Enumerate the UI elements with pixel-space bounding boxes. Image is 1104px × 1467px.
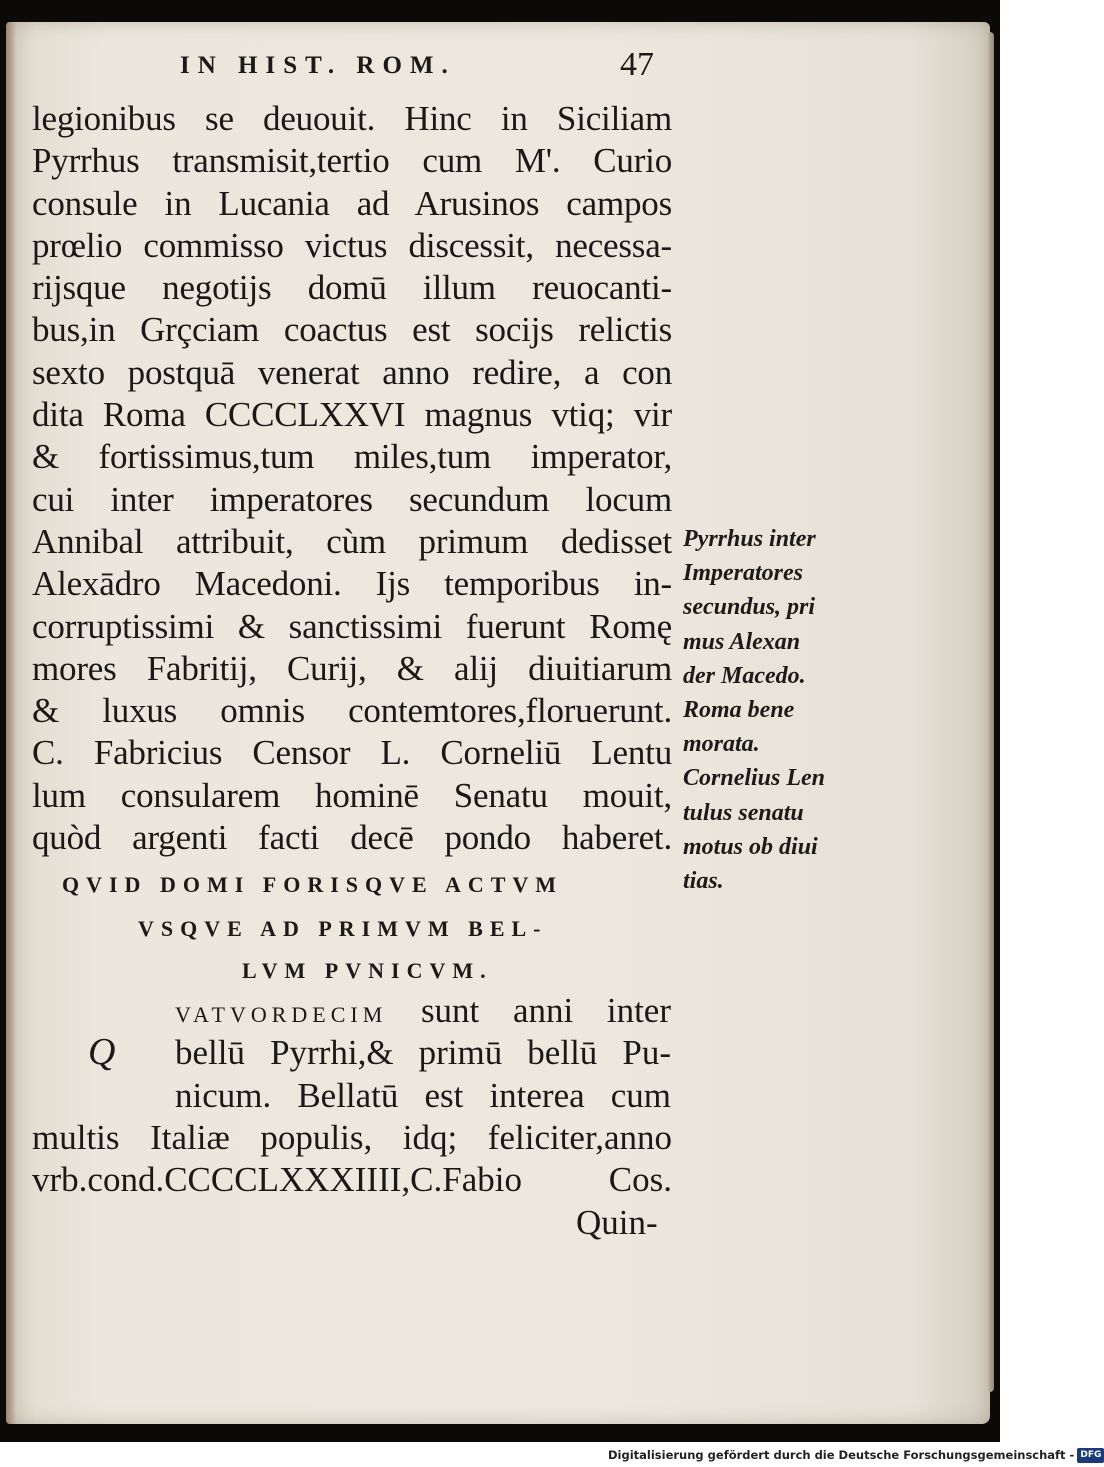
marginal-note: tias. bbox=[683, 867, 724, 894]
body-line: prœlio commisso victus discessit, necessa- bbox=[32, 225, 672, 265]
footer-text: Digitalisierung gefördert durch die Deutsche Forschungsgemeinschaft - bbox=[608, 1448, 1075, 1462]
body-line: Annibal attribuit, cùm primum dedisset bbox=[32, 521, 672, 561]
chapter-first-word: VATVORDECIM bbox=[175, 1002, 388, 1027]
marginal-note: motus ob diui bbox=[683, 833, 818, 860]
chapter-line-text: sunt anni inter bbox=[420, 991, 671, 1030]
marginal-note: Pyrrhus inter bbox=[683, 526, 816, 552]
page-edge bbox=[988, 32, 994, 1392]
chapter-line: bellū Pyrrhi,& primū bellū Pu- bbox=[175, 1033, 671, 1073]
chapter-line: vrb.cond.CCCCLXXXIIII,C.Fabio Cos. bbox=[32, 1160, 672, 1200]
body-line: quòd argenti facti decē pondo haberet. bbox=[32, 818, 672, 858]
chapter-line: multis Italiæ populis, idq; feliciter,anno bbox=[32, 1118, 672, 1157]
page-number: 47 bbox=[620, 46, 654, 83]
running-head: IN HIST. ROM. bbox=[180, 52, 456, 79]
body-line: legionibus se deuouit. Hinc in Siciliam bbox=[32, 99, 672, 138]
marginal-note: der Macedo. bbox=[683, 662, 806, 689]
marginal-note: tulus senatu bbox=[683, 799, 804, 826]
body-line: cui inter imperatores secundum locum bbox=[32, 479, 672, 519]
body-line: C. Fabricius Censor L. Corneliū Lentu bbox=[32, 733, 672, 773]
marginal-note: mus Alexan bbox=[683, 628, 801, 655]
marginal-note: morata. bbox=[683, 731, 760, 758]
page-gutter bbox=[6, 22, 16, 1424]
section-heading-line: VSQVE AD PRIMVM BEL- bbox=[138, 916, 548, 941]
catchword: Quin- bbox=[576, 1203, 658, 1242]
body-text bbox=[32, 98, 672, 859]
funding-footer bbox=[608, 1444, 1102, 1466]
body-line: Pyrrhus transmisit,tertio cum M'. Curio bbox=[32, 141, 672, 181]
chapter-text-full bbox=[32, 1117, 672, 1202]
body-line: & fortissimus,tum miles,tum imperator, bbox=[32, 437, 672, 477]
body-line: corruptissimi & sanctissimi fuerunt Romę bbox=[32, 606, 672, 646]
dfg-logo-icon: DFG bbox=[1077, 1448, 1104, 1463]
drop-initial: Q bbox=[88, 1031, 116, 1073]
marginal-notes bbox=[683, 522, 853, 898]
marginal-note: Imperatores bbox=[683, 560, 803, 587]
section-heading-line: LVM PVNICVM. bbox=[242, 958, 493, 983]
body-line: rijsque negotijs domū illum reuocanti- bbox=[32, 268, 672, 308]
chapter-text-indented bbox=[175, 990, 671, 1117]
marginal-note: secundus, pri bbox=[683, 594, 816, 621]
body-line: dita Roma CCCCLXXVI magnus vtiq; vir bbox=[32, 395, 672, 435]
section-heading-line: QVID DOMI FORISQVE ACTVM bbox=[62, 872, 564, 897]
chapter-line bbox=[175, 990, 671, 1032]
chapter-line: nicum. Bellatū est interea cum bbox=[175, 1075, 671, 1115]
marginal-note: Roma bene bbox=[683, 696, 795, 723]
body-line: sexto postquā venerat anno redire, a con bbox=[32, 352, 672, 392]
marginal-note: Cornelius Len bbox=[683, 765, 826, 792]
body-line: mores Fabritij, Curij, & alij diuitiarum bbox=[32, 648, 672, 688]
body-line: & luxus omnis contemtores,floruerunt. bbox=[32, 691, 672, 731]
body-line: consule in Lucania ad Arusinos campos bbox=[32, 183, 672, 223]
body-line: Alexādro Macedoni. Ijs temporibus in- bbox=[32, 564, 672, 604]
body-line: bus,in Grçciam coactus est socijs relictis bbox=[32, 310, 672, 350]
body-line: lum consularem hominē Senatu mouit, bbox=[32, 775, 672, 815]
